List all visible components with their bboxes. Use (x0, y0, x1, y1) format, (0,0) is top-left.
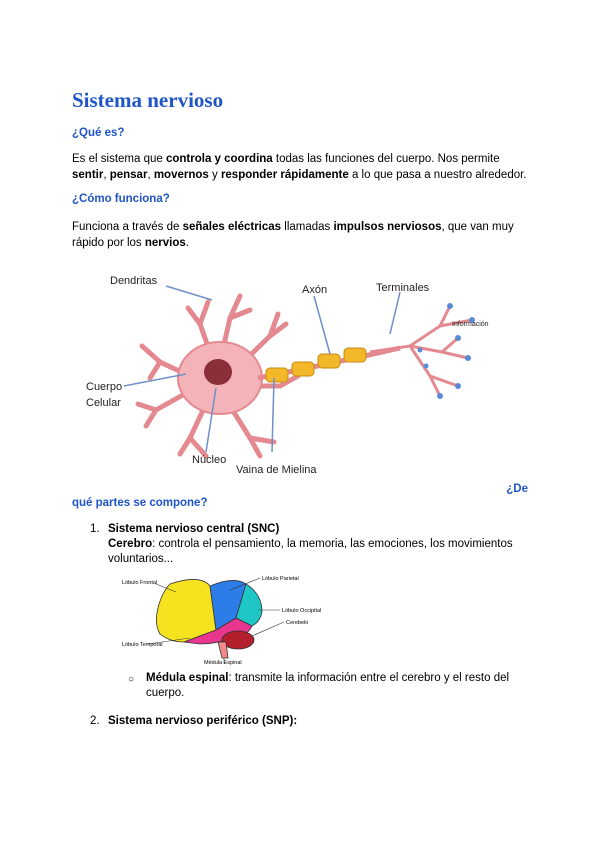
list-number-2: 2. (90, 715, 100, 727)
text-run: y (208, 169, 221, 181)
cerebro-text: : controla el pensamiento, la memoria, las emociones, los movimientos voluntarios... (108, 538, 513, 565)
label-dendritas: Dendritas (110, 275, 158, 287)
text-run: Es el sistema que (72, 153, 166, 165)
label-nucleo: Núcleo (192, 454, 227, 466)
bold-run: controla y coordina (165, 153, 273, 165)
bold-run: impulsos nerviosos (333, 221, 442, 233)
text-run: Funciona a través de (72, 221, 183, 233)
bold-run: responder rápidamente (220, 169, 349, 181)
text-run: . (185, 237, 189, 249)
text-run: a lo que pasa a nuestro alrededor. (348, 169, 527, 181)
sub-bullet: ○ (128, 674, 135, 685)
list-item-snc: Sistema nervioso central (SNC) (108, 523, 280, 535)
medula-description (146, 671, 512, 701)
medula-label: Médula espinal (146, 672, 229, 684)
section-heading-que-es: ¿Qué es? (72, 127, 125, 139)
text-run: llamadas (281, 221, 334, 233)
label-cuerpo: Cuerpo (86, 381, 123, 393)
bold-run: sentir (72, 169, 104, 181)
list-number-1: 1. (90, 523, 100, 535)
label-pointers (124, 286, 400, 452)
medula-text: : transmite la información entre el cerebro y el resto del cuerpo. (146, 672, 510, 699)
brain-label-medula: Médula Espinal (204, 660, 242, 666)
neuron-diagram (80, 266, 500, 478)
brain-label-cerebelo: Cerebelo (286, 620, 309, 626)
bold-run: movernos (153, 169, 209, 181)
text-run: , que van muy rápido por los (72, 221, 514, 249)
brain-label-parietal: Lóbulo Parietal (262, 576, 299, 582)
text-run: , (103, 169, 110, 181)
text-run: todas las funciones del cuerpo. Nos permite (272, 153, 500, 165)
cerebro-label: Cerebro (108, 538, 153, 550)
label-axon: Axón (302, 284, 328, 296)
nucleus (204, 359, 232, 385)
paragraph-como-funciona (72, 219, 532, 251)
list-item-snp: Sistema nervioso periférico (SNP): (108, 715, 298, 727)
cerebro-description (108, 537, 528, 567)
bold-run: nervios (144, 237, 186, 249)
brain-label-temporal: Lóbulo Temporal (122, 642, 163, 648)
bold-run: señales eléctricas (182, 221, 282, 233)
section-heading-partes-a: ¿De (506, 483, 528, 495)
terminal-dots (418, 303, 476, 399)
section-heading-como-funciona: ¿Cómo funciona? (72, 193, 170, 205)
page-title: Sistema nervioso (72, 88, 224, 112)
section-heading-partes-b: qué partes se compone? (72, 497, 208, 509)
text-run: , (147, 169, 154, 181)
spinal-cord (218, 642, 228, 658)
label-terminales: Terminales (376, 282, 430, 294)
label-celular: Celular (86, 397, 121, 409)
brain-label-occipital: Lóbulo Occipital (282, 608, 322, 614)
paragraph-que-es (72, 151, 532, 183)
label-vaina: Vaina de Mielina (236, 464, 317, 476)
frontal-lobe (156, 579, 216, 642)
brain-label-frontal: Lóbulo Frontal (122, 580, 158, 586)
brain-diagram (120, 572, 325, 666)
bold-run: pensar (109, 169, 148, 181)
label-informacion: Información (452, 321, 489, 328)
